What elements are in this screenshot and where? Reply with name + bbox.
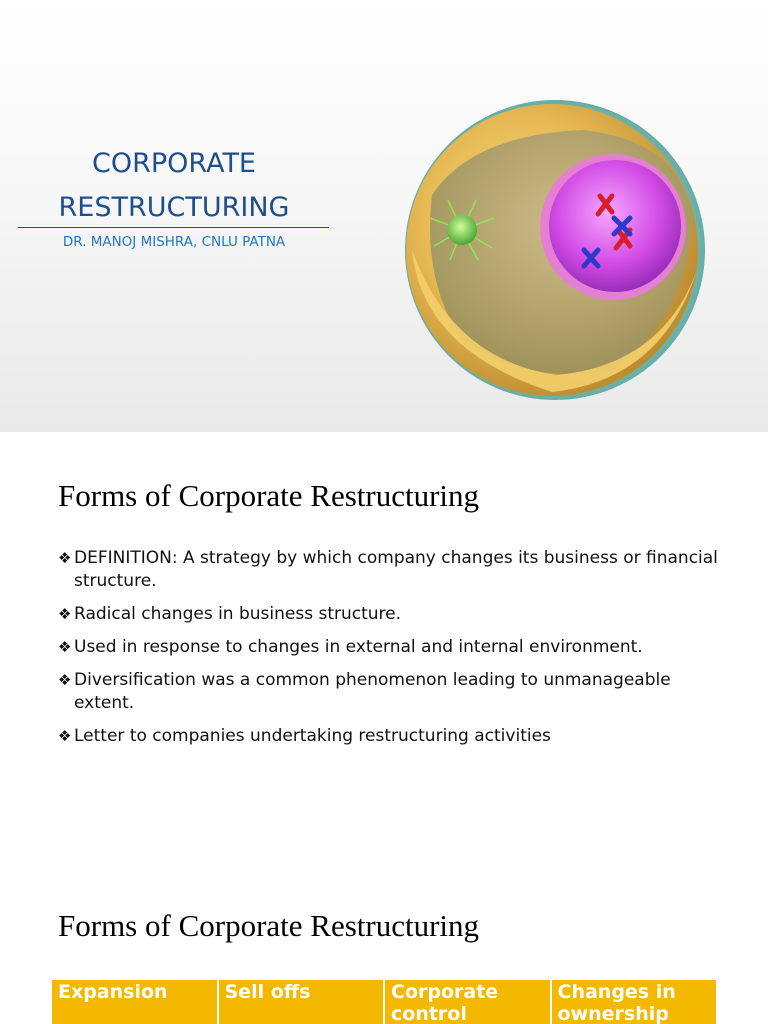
slide-heading: Forms of Corporate Restructuring: [58, 478, 480, 513]
title-divider: [18, 227, 329, 228]
list-item: [58, 725, 718, 748]
bullet-icon: ❖: [58, 671, 72, 689]
bullet-text: Used in response to changes in external and internal environment.: [74, 637, 643, 657]
bullet-text: Letter to companies undertaking restructuring activities: [74, 726, 551, 746]
forms-slide: [0, 862, 768, 1024]
bullet-text: Diversification was a common phenomenon leading to unmanageable extent.: [74, 670, 671, 713]
forms-table-header: [52, 980, 716, 1024]
list-item: [58, 547, 718, 593]
list-item: [58, 636, 718, 659]
bullet-icon: ❖: [58, 605, 72, 623]
slide-title: CORPORATE RESTRUCTURING: [58, 148, 290, 223]
bullet-icon: ❖: [58, 727, 72, 745]
bullet-text: Radical changes in business structure.: [74, 604, 402, 624]
table-header-cell: Sell offs: [219, 980, 386, 1024]
table-header-cell: Changes in ownership: [552, 980, 717, 1024]
slide-subtitle: DR. MANOJ MISHRA, CNLU PATNA: [62, 234, 286, 250]
bullet-list: [58, 547, 718, 758]
title-slide: [0, 0, 768, 432]
definition-slide: [0, 432, 768, 862]
bullet-text: DEFINITION: A strategy by which company changes its business or financial structure.: [74, 548, 718, 591]
bullet-icon: ❖: [58, 638, 72, 656]
table-header-cell: Expansion: [52, 980, 219, 1024]
list-item: [58, 603, 718, 626]
table-header-cell: Corporate control: [385, 980, 552, 1024]
cell-illustration-icon: [392, 100, 722, 405]
list-item: [58, 669, 718, 715]
bullet-icon: ❖: [58, 549, 72, 567]
slide-heading: Forms of Corporate Restructuring: [58, 908, 480, 943]
